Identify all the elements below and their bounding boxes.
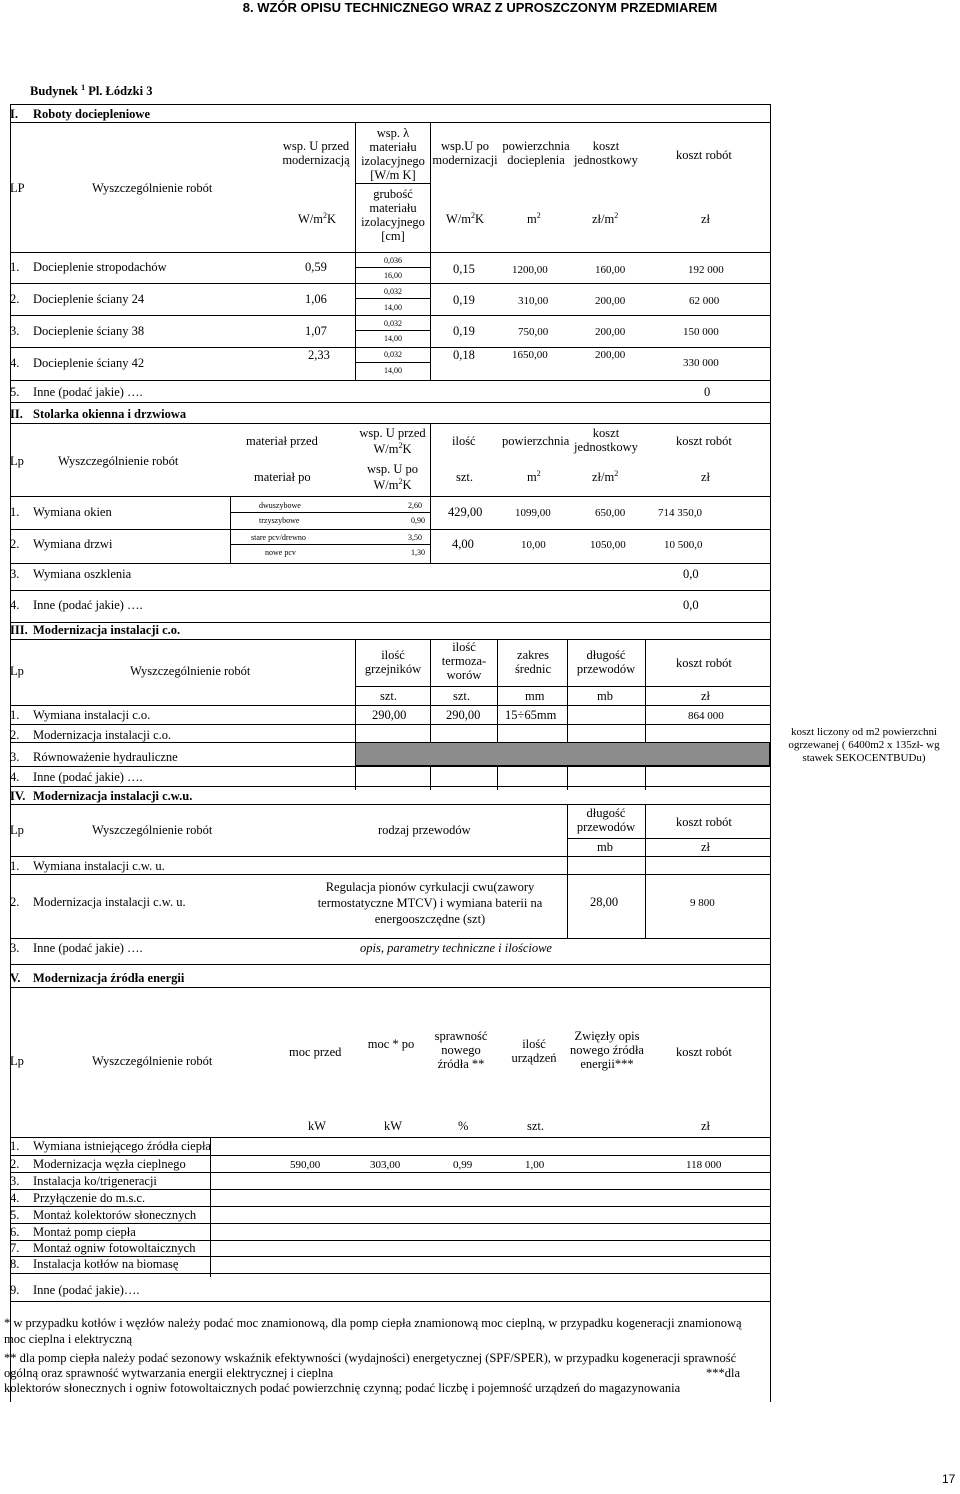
s1-row-name: Docieplenie ściany 42 [33, 356, 145, 370]
s5-header-cost: koszt robót [676, 1045, 732, 1059]
s3-row-diameter: 15÷65mm [505, 708, 557, 722]
s5-header-efficiency-unit: % [458, 1119, 469, 1133]
s1-row-area: 1650,00 [512, 349, 548, 361]
s1-row-thickness: 14,00 [384, 366, 402, 375]
s5-header-description: Wyszczególnienie robót [92, 1054, 213, 1068]
s2-row-unit-cost: 650,00 [595, 507, 626, 519]
s5-header-device-count: ilość urządzeń [511, 1037, 557, 1065]
s1-row-area: 1200,00 [512, 264, 548, 276]
s1-row-lambda: 0,032 [384, 319, 402, 328]
s5-header-cost-unit: zł [701, 1119, 711, 1133]
s5-row-number: 6. [10, 1225, 20, 1239]
s4-header-cost-unit: zł [701, 840, 711, 854]
s1-other-number: 5. [10, 385, 20, 399]
s5-row-number: 8. [10, 1257, 20, 1271]
s3-cost-note: koszt liczony od m2 powierzchni ogrzewanej ( 6400m2 x 135zł- wg stawek SEKOCENTBUDu) [788, 726, 940, 764]
s5-row-device-count: 1,00 [525, 1159, 545, 1171]
s1-row-number: 1. [10, 260, 20, 274]
s1-row-number: 2. [10, 292, 20, 306]
s3-header-cost-unit: zł [701, 689, 711, 703]
section-5-title: Modernizacja źródła energii [33, 971, 185, 985]
s5-row-name: Montaż pomp ciepła [33, 1225, 136, 1239]
s5-row-number: 7. [10, 1241, 20, 1255]
s2-row4-cost: 0,0 [683, 598, 699, 612]
s1-row-u-before: 0,59 [305, 260, 327, 274]
s3-header-valves-unit: szt. [453, 689, 471, 703]
s1-row-lambda: 0,032 [384, 350, 402, 359]
section-3-number: III. [10, 623, 28, 637]
s1-header-cost: koszt robót [676, 148, 732, 162]
building-number: 1 [81, 82, 86, 92]
s1-header-description: Wyszczególnienie robót [92, 181, 213, 195]
s5-header-power-after-unit: kW [384, 1119, 403, 1133]
s1-header-lp: LP [10, 181, 25, 195]
s2-header-unit-cost: koszt jednostkowy [574, 426, 638, 454]
s3-row-number: 1. [10, 708, 20, 722]
s2-row-cost: 714 350,0 [658, 507, 702, 519]
s2-header-u-before: wsp. U przed [359, 426, 426, 440]
s5-header-power-before: moc przed [289, 1045, 342, 1059]
s2-row3-cost: 0,0 [683, 567, 699, 581]
s3-row-valves: 290,00 [446, 708, 481, 722]
s1-header-lambda: wsp. λ materiału izolacyjnego [W/m K] [361, 126, 425, 182]
footnote-2-line1: ** dla pomp ciepła należy podać sezonowy wskaźnik efektywności (wydajności) energetycznej (SPF/SPER), w przypadku kogeneracji sprawność [4, 1351, 737, 1365]
s4-header-lp: Lp [10, 823, 24, 837]
s1-row-thickness: 14,00 [384, 303, 402, 312]
s2-header-lp: Lp [10, 454, 24, 468]
s2-header-description: Wyszczególnienie robót [58, 454, 179, 468]
s2-header-u-after: wsp. U po [366, 462, 419, 476]
s1-row-u-before: 1,06 [305, 292, 327, 306]
s4-row-name: Wymiana instalacji c.w. u. [33, 859, 165, 873]
s1-row-thickness: 16,00 [384, 271, 402, 280]
s5-row-number: 2. [10, 1157, 20, 1171]
s1-row-u-before: 2,33 [308, 348, 330, 362]
s1-row-name: Docieplenie ściany 38 [33, 324, 145, 338]
s1-header-u-before: wsp. U przed modernizacją [282, 139, 350, 167]
s2-header-material-before: materiał przed [246, 434, 318, 448]
s5-row-number: 4. [10, 1191, 20, 1205]
s2-row-area: 1099,00 [515, 507, 551, 519]
s2-row-number: 2. [10, 537, 20, 551]
s3-row-number: 4. [10, 770, 20, 784]
s1-row-u-after: 0,19 [453, 324, 475, 338]
s3-header-pipe-length: długość przewodów [576, 648, 636, 676]
s3-header-thermostatic-valves: ilość termoza- worów [441, 640, 487, 682]
s3-row-name: Inne (podać jakie) …. [33, 770, 143, 784]
page-heading: 8. WZÓR OPISU TECHNICZNEGO WRAZ Z UPROSZCZONYM PRZEDMIAREM [242, 0, 718, 15]
s2-row4-number: 4. [10, 598, 20, 612]
s2-row-u-after: 1,30 [411, 548, 425, 557]
s1-row-name: Docieplenie ściany 24 [33, 292, 145, 306]
s4-row-name: Inne (podać jakie) …. [33, 941, 143, 955]
s2-header-cost-unit: zł [701, 470, 711, 484]
s1-row-u-after: 0,15 [453, 262, 475, 276]
s2-row-material-before: stare pcv/drewno [251, 533, 306, 542]
s1-header-u-after: wsp.U po modernizacji [432, 139, 498, 167]
s2-row-unit-cost: 1050,00 [590, 539, 626, 551]
s4-row-pipe-type: Regulacja pionów cyrkulacji cwu(zawory termostatyczne MTCV) i wymiana baterii na energooszczędne (szt) [317, 880, 543, 926]
s1-row-u-after: 0,19 [453, 293, 475, 307]
section-4-title: Modernizacja instalacji c.w.u. [33, 789, 193, 803]
s5-row-number: 5. [10, 1208, 20, 1222]
s2-row-u-before: 3,50 [408, 533, 422, 542]
s5-header-count-unit: szt. [527, 1119, 545, 1133]
s2-row-number: 1. [10, 505, 20, 519]
s2-row-material-after: trzyszybowe [259, 516, 300, 525]
building-info [30, 84, 152, 98]
s4-row-name: Modernizacja instalacji c.w. u. [33, 895, 186, 909]
s2-header-cost: koszt robót [676, 434, 732, 448]
s5-row-name: Wymiana istniejącego źródła ciepła [33, 1139, 211, 1153]
s5-row-name: Przyłączenie do m.s.c. [33, 1191, 146, 1205]
s1-header-u-after-unit: $W/m^2K$ [446, 210, 485, 226]
s3-header-lp: Lp [10, 664, 24, 678]
s4-header-pipe-length: długość przewodów [576, 806, 636, 834]
section-2-number: II. [10, 407, 23, 421]
s2-header-quantity-unit: szt. [456, 470, 474, 484]
s3-header-length-unit: mb [597, 689, 613, 703]
s5-header-power-before-unit: kW [308, 1119, 327, 1133]
s2-row-cost: 10 500,0 [664, 539, 703, 551]
s5-row-name: Montaż kolektorów słonecznych [33, 1208, 197, 1222]
s1-other-cost: 0 [704, 385, 711, 399]
s4-row-number: 2. [10, 895, 20, 909]
s5-header-lp: Lp [10, 1054, 24, 1068]
s5-header-efficiency: sprawność nowego źródła ** [434, 1029, 488, 1071]
s2-row-quantity: 4,00 [452, 537, 474, 551]
s3-header-description: Wyszczególnienie robót [130, 664, 251, 678]
s4-header-pipe-type: rodzaj przewodów [378, 823, 471, 837]
s2-header-area: powierzchnia [502, 434, 570, 448]
s1-header-cost-unit: zł [701, 212, 711, 226]
s5-row-name: Inne (podać jakie)…. [33, 1283, 140, 1297]
s2-header-unit-cost-unit: $zł/m^2$ [592, 468, 619, 484]
section-1-number: I. [10, 107, 18, 121]
s4-header-cost: koszt robót [676, 815, 732, 829]
page-number: 17 [942, 1472, 956, 1486]
s2-row-material-before: dwuszybowe [259, 501, 301, 510]
s3-row-radiators: 290,00 [372, 708, 407, 722]
section-5-number: V. [10, 971, 21, 985]
footnote-3-marker: ***dla [706, 1366, 741, 1380]
s3-header-diameter-range: zakres średnic [514, 648, 552, 676]
s4-row-number: 3. [10, 941, 20, 955]
s1-row-lambda: 0,036 [384, 256, 402, 265]
s5-row-number: 9. [10, 1283, 20, 1297]
s4-row-cost: 9 800 [690, 897, 715, 909]
s1-row-name: Docieplenie stropodachów [33, 260, 167, 274]
section-3-title: Modernizacja instalacji c.o. [33, 623, 181, 637]
s1-other-name: Inne (podać jakie) …. [33, 385, 143, 399]
s1-row-lambda: 0,032 [384, 287, 402, 296]
s1-row-cost: 330 000 [683, 357, 719, 369]
s5-row-power-before: 590,00 [290, 1159, 321, 1171]
s2-row-u-before: 2,60 [408, 501, 422, 510]
s5-row-name: Instalacja kotłów na biomasę [33, 1257, 179, 1271]
s4-row-number: 1. [10, 859, 20, 873]
s3-row-number: 2. [10, 728, 20, 742]
s2-row4-name: Inne (podać jakie) …. [33, 598, 143, 612]
s5-row-name: Montaż ogniw fotowoltaicznych [33, 1241, 196, 1255]
s2-row-quantity: 429,00 [448, 505, 483, 519]
section-4-number: IV. [10, 789, 26, 803]
building-label: Budynek [30, 84, 78, 98]
s3-header-diameter-unit: mm [525, 689, 545, 703]
s1-row-u-after: 0,18 [453, 348, 475, 362]
s1-header-u-before-unit: $W/m^2K$ [298, 210, 337, 226]
s1-header-thickness: grubość materiału izolacyjnego [cm] [361, 187, 425, 243]
s4-row-description: opis, parametry techniczne i ilościowe [360, 941, 552, 955]
s2-row-material-after: nowe pcv [265, 548, 296, 557]
s1-header-unit-cost-unit: $zł/m^2$ [592, 210, 619, 226]
s5-row-efficiency: 0,99 [453, 1159, 473, 1171]
s5-header-power-after: moc * po [367, 1037, 415, 1051]
s5-row-name: Instalacja ko/trigeneracji [33, 1174, 157, 1188]
s5-row-number: 3. [10, 1174, 20, 1188]
s3-row-name: Wymiana instalacji c.o. [33, 708, 151, 722]
s1-row-unit-cost: 200,00 [595, 295, 626, 307]
s3-row-cost: 864 000 [688, 710, 724, 722]
s2-row3-number: 3. [10, 567, 20, 581]
s1-row-number: 3. [10, 324, 20, 338]
s1-row-area: 310,00 [518, 295, 549, 307]
s4-header-length-unit: mb [597, 840, 613, 854]
s5-row-power-after: 303,00 [370, 1159, 401, 1171]
s5-row-cost: 118 000 [686, 1159, 722, 1171]
s1-header-area-unit: $m^2$ [527, 210, 541, 226]
s2-header-u-before-unit: $W/m^2K$ [373, 440, 412, 456]
s1-row-u-before: 1,07 [305, 324, 327, 338]
s1-row-number: 4. [10, 356, 20, 370]
s2-row3-name: Wymiana oszklenia [33, 567, 132, 581]
s2-row-u-after: 0,90 [411, 516, 425, 525]
section-1-title: Roboty dociepleniowe [33, 107, 151, 121]
s2-row-area: 10,00 [521, 539, 546, 551]
footnote-1: * w przypadku kotłów i węzłów należy podać moc znamionową, dla pomp ciepła znamionową moc cieplną, w przypadku kogeneracji znamionową moc cieplna i elektryczną [4, 1316, 742, 1346]
building-address: Pl. Łódzki 3 [88, 84, 153, 98]
s2-header-u-after-unit: $W/m^2K$ [373, 476, 412, 492]
s2-header-quantity: ilość [452, 434, 476, 448]
s2-row-name: Wymiana drzwi [33, 537, 113, 551]
s3-header-radiators: ilość grzejników [364, 648, 422, 676]
s1-row-area: 750,00 [518, 326, 549, 338]
footnote-3: kolektorów słonecznych i ogniw fotowoltaicznych podać powierzchnię czynną; podać liczbę i pojemność urządzeń do magazynowania [4, 1381, 681, 1395]
s5-row-number: 1. [10, 1139, 20, 1153]
s1-row-unit-cost: 200,00 [595, 349, 626, 361]
s5-header-source-description: Zwięzły opis nowego źródła energii*** [570, 1029, 644, 1071]
s3-disabled-cells [355, 742, 770, 766]
s3-header-cost: koszt robót [676, 656, 732, 670]
s2-row-name: Wymiana okien [33, 505, 112, 519]
s2-header-material-after: materiał po [254, 470, 311, 484]
s1-header-unit-cost: koszt jednostkowy [574, 139, 638, 167]
s1-header-area: powierzchnia docieplenia [502, 139, 570, 167]
section-2-title: Stolarka okienna i drzwiowa [33, 407, 187, 421]
footnote-2-line2: ogólną oraz sprawność wytwarzania energii elektrycznej i cieplna [4, 1366, 334, 1380]
s3-row-name: Modernizacja instalacji c.o. [33, 728, 172, 742]
s1-row-unit-cost: 200,00 [595, 326, 626, 338]
s3-row-number: 3. [10, 750, 20, 764]
s1-row-unit-cost: 160,00 [595, 264, 626, 276]
s4-header-description: Wyszczególnienie robót [92, 823, 213, 837]
s1-row-cost: 62 000 [689, 295, 720, 307]
s3-row-name: Równoważenie hydrauliczne [33, 750, 178, 764]
s2-header-area-unit: $m^2$ [527, 468, 541, 484]
s1-row-thickness: 14,00 [384, 334, 402, 343]
s1-row-cost: 192 000 [688, 264, 724, 276]
s4-row-length: 28,00 [590, 895, 619, 909]
s3-header-radiators-unit: szt. [380, 689, 398, 703]
s5-row-name: Modernizacja węzła cieplnego [33, 1157, 186, 1171]
s1-row-cost: 150 000 [683, 326, 719, 338]
